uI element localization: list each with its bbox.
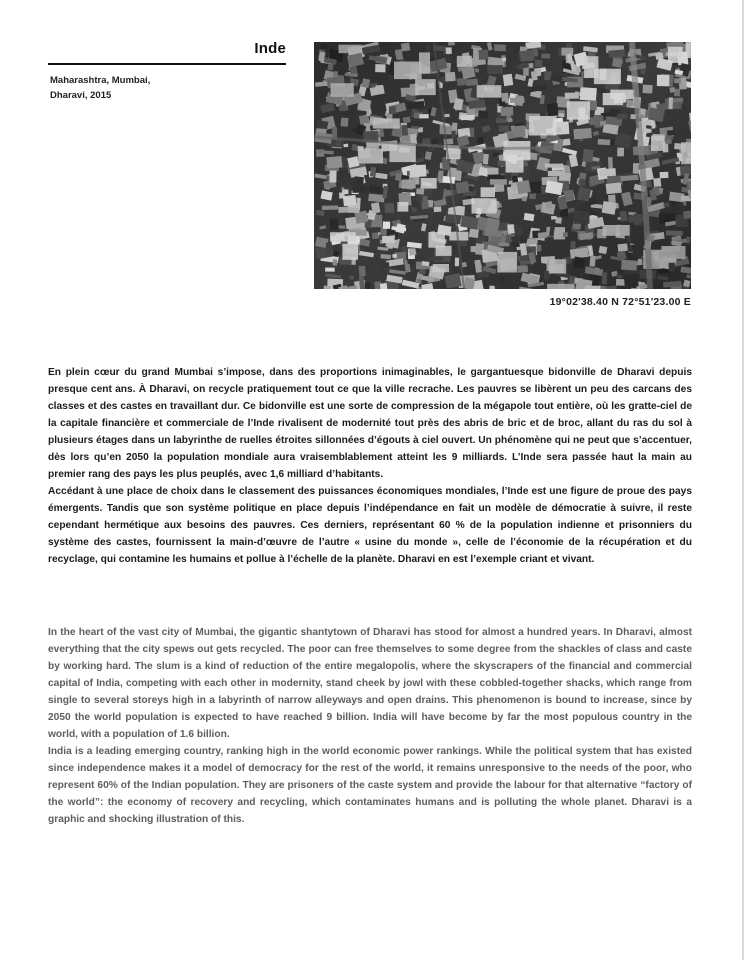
country-title: Inde — [254, 40, 286, 57]
location-caption — [50, 73, 250, 103]
body-text-french — [48, 364, 692, 568]
title-rule — [48, 63, 286, 65]
french-paragraph-2: Accédant à une place de choix dans le classement des puissances économiques mondiales, l’Inde est une figure de proue des pays émergents. Tandis que son système politique en place depuis l’indépendance en fait un modèle de démocratie à suivre, il reste cependant hermétique aux besoins des pauvres. Ces derniers, représentant 60 % de la population indienne et prisonniers du système des castes, fournissent la main-d’œuvre de l’autre « usine du monde », celle de l’économie de la récupération et du recyclage, qui contamine les humains et pollue à l’échelle de la planète. Dharavi en est l’exemple criant et vivant. — [48, 486, 692, 565]
french-paragraph-1: En plein cœur du grand Mumbai s’impose, dans des proportions inimaginables, le gargantuesque bidonville de Dharavi depuis presque cent ans. À Dharavi, on recycle pratiquement tout ce que la ville recrache. Les pauvres se libèrent un peu des carcans des classes et des castes en travaillant dur. Ce bidonville est une sorte de compression de la mégapole tout entière, où les gratte-ciel de la capitale financière et commerciale de l’Inde rivalisent de modernité tout près des abris de bric et de broc, allant du ras du sol à plusieurs étages dans un labyrinthe de ruelles étroites sillonnées d’égouts à ciel ouvert. Un phénomène qui ne peut que s’accentuer, dès lors qu’en 2050 la population mondiale aura vraisemblablement atteint les 9 milliards. L’Inde sera passée haut la main au premier rang des pays les plus peuplés, avec 1,6 milliard d’habitants. — [48, 367, 692, 480]
aerial-photo — [314, 42, 691, 289]
english-paragraph-1: In the heart of the vast city of Mumbai, the gigantic shantytown of Dharavi has stood for almost a hundred years. In Dharavi, almost everything that the city spews out gets recycled. The poor can free themselves to some degree from the shackles of class and caste by working hard. The slum is a kind of reduction of the entire megalopolis, where the skyscrapers of the financial and commercial capital of India, competing with each other in modernity, stand cheek by jowl with these cobbled-together shacks, which range from single to several storeys high in a labyrinth of narrow alleyways and open drains. This phenomenon is bound to increase, since by 2050 the world population is expected to have reached 9 billion. India will have become by far the most populous country in the world, with a population of 1.6 billion. — [48, 627, 692, 740]
english-paragraph-2: India is a leading emerging country, ranking high in the world economic power rankings. While the political system that has existed since independence makes it a model of democracy for the rest of the world, it remains unresponsive to the needs of the poor, who represent 60% of the Indian population. They are prisoners of the caste system and provide the labour for that alternative “factory of the world”: the economy of recovery and recycling, which contaminates humans and is polluting the whole planet. Dharavi is a graphic and shocking illustration of this. — [48, 746, 692, 825]
location-line-region: Maharashtra, Mumbai, — [50, 75, 151, 86]
aerial-photo-image — [314, 42, 691, 289]
location-line-place-year: Dharavi, 2015 — [50, 90, 112, 101]
gps-coordinates: 19°02'38.40 N 72°51'23.00 E — [549, 296, 691, 308]
body-text-english — [48, 624, 692, 828]
